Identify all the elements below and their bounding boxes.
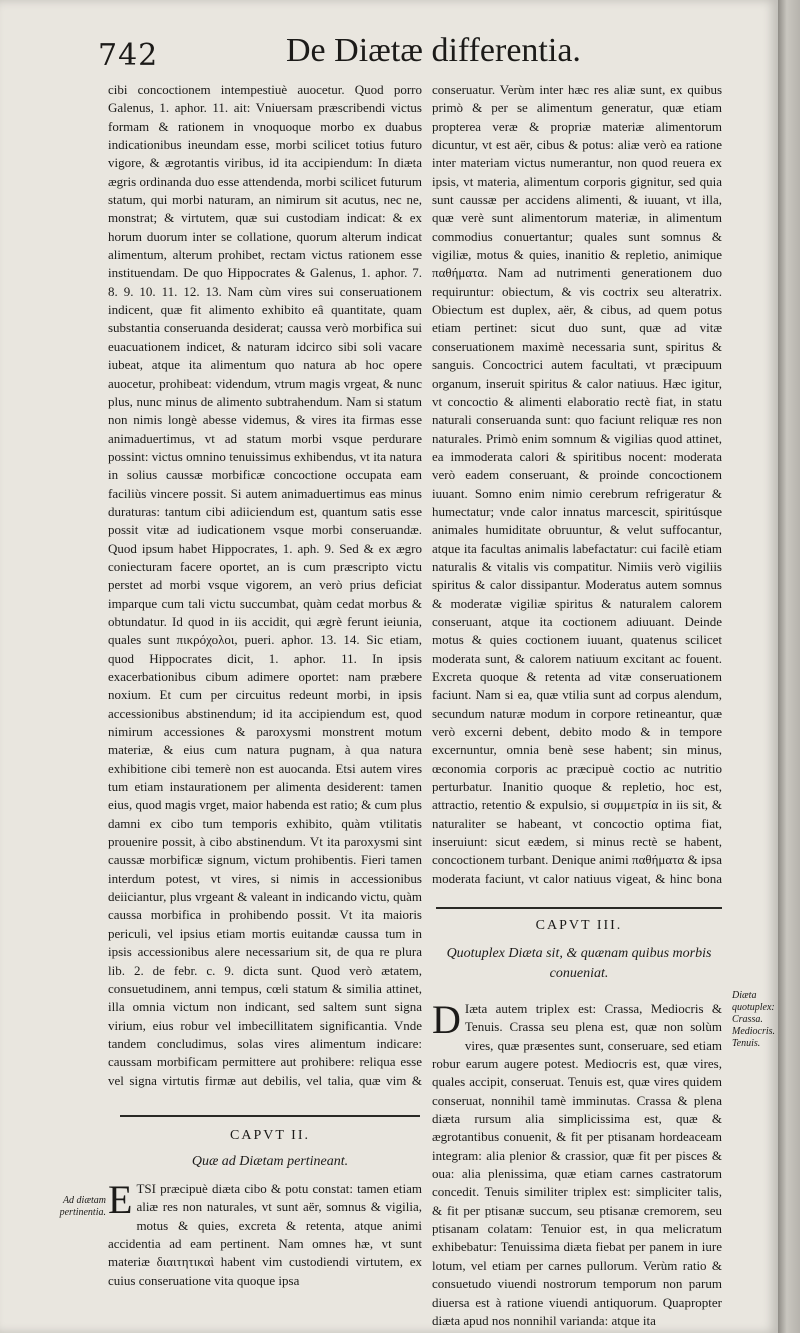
chapter-2-body	[108, 1180, 422, 1330]
chapter-2-divider	[120, 1115, 420, 1117]
chapter-2-title: Quæ ad Diætam pertineant.	[191, 1154, 349, 1169]
chapter-3-divider	[436, 907, 722, 909]
left-column-text	[108, 81, 422, 1091]
chapter-3-dropcap: D	[432, 1000, 461, 1042]
chapter-3-text: Iæta autem triplex est: Crassa, Mediocris & Tenuis. Crassa seu plena est, quæ non solùm vires, quæ præsentes sunt, conseruare, sed etiam robur earum augere potest. Mediocris est, quæ vires, quales accipit, conseruat. Tenuis est, quæ vires quidem conseruat, nonnihil tamè imminutas. Crassa & plena diæta rursum alia simplicissima est, quæ & ægrotantibus conuenit, & fit per ptisanam hordeaceam integram: alia plenior & crassior, quæ fit per pisces & oua: alia plenissima, quæ etiam carnes castratorum concedit. Tenuis similiter triplex est: simpliciter talis, & fit per ptisanæ succum, seu ptisanæ cremorem, seu ptisanam colatam: Tenuior est, in qua melicratum exhibebatur: Tenuissima diæta fiebat per panem in iure lotum, vel etiam per carnes pullorum. Verùm ratio & consuetudo viuendi nostrorum temporum non parum diuersa est à ratione viuendi antiquorum. Quapropter diæta apud nos nonnihil varianda: atque ita	[432, 1001, 722, 1328]
chapter-3-heading: CAPVT III.	[535, 918, 623, 933]
chapter-2-text: TSI præcipuè diæta cibo & potu constat: tamen etiam aliæ res non naturales, vt sunt aër, somnus & vigilia, motus & quies, excreta & retenta, atque animi accidentia ad eam pertinent. Nam omnes hæ, vt sunt materiæ διαιτητικαὶ habent vim custodiendi virtutem, ex cuius conseruatione vita quoque ipsa	[108, 1181, 422, 1288]
right-column-paragraph: conseruatur. Verùm inter hæc res aliæ sunt, ex quibus primò & per se alimentum generatur, quæ etiam propterea veræ & propriæ materiæ alimentorum dicuntur, vt est aër, cibus & potus: aliæ verò ea ratione inter materiam victus numerantur, non quod reuera ex ipsis, vt materia, alimentum corporis gignitur, sed quia sunt caussæ per accidens alimenti, & iuuant, vt illa, quæ verè sunt alimentorum materiæ, in alimentum commodius conuertantur; quales sunt somnus & vigiliæ, motus & quies, inanitio & repletio, animique παθήματα. Nam ad nutrimenti generationem duo requiruntur: obiectum, & vis coctrix seu alteratrix. Obiectum est duplex, aër, & cibus, ad quem potus etiam pertinet: sicut duo sunt, quæ ad vitæ conseruationem maximè necessaria sunt, spiritus & sanguis. Concoctrici autem facultati, vt præcipuum organum, inseruit spiritus & calor natiuus. Hæc igitur, vt concoctio & alimenti elaboratio rectè fiat, in statu naturali conseruanda sunt: quo faciunt reliquæ res non naturales. Primò enim somnum & vigilias quod attinet, ea immoderata calori & spiritibus nocent: moderata verò eadem conseruant, & proinde concoctionem iuuant. Somno enim nimio cerebrum refrigeratur & humectatur; vnde calor innatus marcescit, spiritúsque animales humiditate obruuntur, & velut suffocantur, atque ita facultas animalis labefactatur: cui facilè etiam naturalis & vitalis vis compatitur. Nimiis verò vigiliis spiritus & calor dissipantur. Moderatus autem somnus & moderatæ vigiliæ spiritus & naturalem calorem conseruant, atque ita coctionem adiuuant. Deinde motus & quies coctionem iuuant, quatenus scilicet moderata sunt, & calorem natiuum excitant ac fouent. Excreta quoque & retenta ad vitæ conseruationem faciunt. Nam si ea, quæ vtilia sunt ad corpus alendum, secundum naturæ modum in corpore retineantur, quæ verò excerni debent, debito modo & in tempore excernuntur, omnia benè sese habent; sin minus, œconomia corporis ac præcipuè coctio ac nutritio perturbatur. Inanitio quoque & repletio, hoc est, attractio, retentio & expulsio, si συμμετρία in iis sit, & naturaliter se habeant, vt concoctio optima fiat, inseruiunt: sicut eædem, si minus rectè se habent, concoctionem turbant. Denique animi παθήματα & ipsa moderata faciunt, vt calor natiuus vigeat, & hinc bona	[432, 82, 722, 886]
page-header	[98, 32, 708, 80]
chapter-3-body	[432, 1000, 722, 1333]
running-head: De Diætæ differentia.	[286, 32, 581, 69]
left-column-paragraph: cibi concoctionem intempestiuè auocetur. Quod porro Galenus, 1. aphor. 11. ait: Vniuersam præscribendi victus formam & rationem in vnoquoque morbo ex duabus indicationibus ineundam esse, morbi scilicet totius futuro vigore, & ægrotantis viribus, id ita accipiendum: In diæta ægris ordinanda duo esse attendenda, morbi scilicet futurum statum, qui morbi naturam, an nimirum sit acutus, nec ne, monstrat; & virtutem, quæ sui custodiam indicat: & ex horum duorum inter se collatione, quorum alterum indicat alimentum, alterum prohibet, rectam victus rationem esse instituendam. De quo Hippocrates & Galenus, 1. aphor. 7. 8. 9. 10. 11. 12. 13. Nam cùm vires sui conseruationem indicent, quæ fit alimento exhibito eâ quantitate, quam substantia conseruanda desiderat; caussa verò morbifica sui euacuationem indicet, & naturam idcirco sibi soli vacare iubeat, atque ita alimentum quo natura ab hoc opere auocetur, prohibeat: videndum, vtrum magis vrgeat, & nunc plus, nunc minus de alimento subtrahendum. Nam si statum non nimis longè abesse videmus, & vires ita firmas esse animaduertimus, vt ad statum morbi vsque perdurare possint: victus omnino tenuissimus exhibendus, vt ita natura in solius caussæ morbificæ concoctione occupata eam faciliùs vincere possit. Si autem animaduertimus eas minus duraturas: tantum cibi adiiciendum est, quantum satis esse possit vitæ ad iudicationem vsque morbi conseruandæ. Quod ipsum habet Hippocrates, 1. aph. 9. Sed & ex ægro coniecturam facere oportet, an is cum præscripto victu perstet ad morbi vsque vigorem, an verò prius deficiat imparque cum tali victu succumbat, quàm cedat morbus & obtundatur. Id quod in iis accidit, qui ægrè ferunt ieiunia, quales sunt πικρόχολοι, pueri. aphor. 13. 14. Sic etiam, quod Hippocrates dicit, 1. aphor. 11. In ipsis exacerbationibus cibum adimere oportet: nam præbere noxium. Et cum per circuitus redeunt morbi, in ipsis accessionibus abstinendum; id ita accipiendum est, quod nimirum accessiones & paroxysmi monstrent motum materiæ, & eius cum natura pugnam, à qua natura exhibitione cibi temerè non est auocanda. Etsi autem vires tum etiam instaurationem per alimenta desiderent: tamen eius, quod magis vrget, maior habenda est ratio; & cum plus damni ex cibo tum temporis exhibito, quàm vtilitatis prouenire possit, à cibo abstinendum. Vt ita paroxysmi sint caussæ morbificæ signum, victum prohibentis. Fieri tamen interdum potest, vt vires, si nimis in accessionibus deiiciantur, plus vrgeant & valeant in indicando victu, quàm caussa morbifica in prohibendo possit. Vt ita maioris periculi, vel ipsius etiam mortis euitandæ caussa tum in ipsis accessionibus alere necessarium sit, de qua re plura lib. 2. de febr. c. 9. dicta sunt. Quod verò ætatem, consuetudinem, anni tempus, cœli statum & similia attinet, illa omnia victum non indicant, sed saltem sunt signa virium, eius robur vel imbecillitatem significantia. Vnde tandem concludimus, solas vires alimentum indicare: caussam morbificam permittere aut prohibere: reliqua esse vel signa virtutis firmæ aut debilis, vel talia, quæ vim &	[108, 82, 422, 1088]
chapter-2-heading: CAPVT II.	[230, 1128, 310, 1143]
chapter-2-margin-note: Ad diætam pertinentia.	[59, 1195, 106, 1218]
chapter-3-margin-note: Diæta quotuplex: Crassa. Mediocris. Tenuis.	[732, 990, 776, 1049]
right-column-text	[432, 81, 722, 891]
facing-page-edge	[778, 0, 800, 1333]
chapter-3-title: Quotuplex Diæta sit, & quænam quibus morbis conueniat.	[446, 946, 712, 981]
chapter-2-dropcap: E	[108, 1180, 133, 1222]
page-number: 742	[98, 38, 159, 73]
